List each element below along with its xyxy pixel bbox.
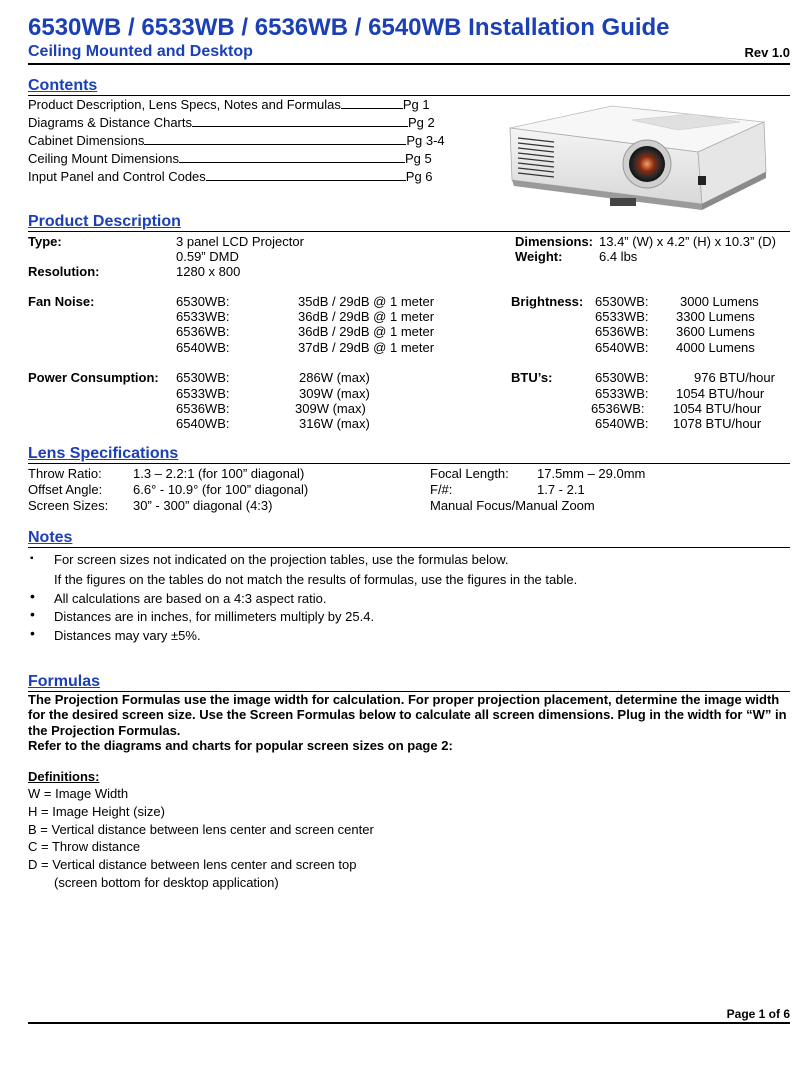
definition-item: D = Vertical distance between lens center and screen top bbox=[28, 857, 357, 872]
toc-item[interactable] bbox=[28, 115, 435, 130]
formulas-heading: Formulas bbox=[28, 673, 101, 690]
fan-model: 6536WB: bbox=[176, 324, 230, 339]
type-value: 3 panel LCD Projector bbox=[176, 234, 304, 249]
footer-rule bbox=[28, 1022, 790, 1024]
manual-focus: Manual Focus/Manual Zoom bbox=[430, 498, 595, 513]
power-model: 6533WB: bbox=[176, 386, 230, 401]
fan-value: 35dB / 29dB @ 1 meter bbox=[298, 294, 435, 309]
btu-value: 1054 BTU/hour bbox=[676, 386, 765, 401]
notes-rule bbox=[28, 547, 790, 548]
notes-heading: Notes bbox=[28, 529, 73, 546]
btu-value: 1078 BTU/hour bbox=[673, 416, 762, 431]
power-value: 309W (max) bbox=[295, 401, 366, 416]
offset-value: 6.6° - 10.9° (for 100” diagonal) bbox=[133, 482, 309, 497]
btu-model: 6536WB: bbox=[591, 401, 645, 416]
note-item: For screen sizes not indicated on the projection tables, use the formulas below. bbox=[54, 552, 509, 567]
btu-value: 976 BTU/hour bbox=[694, 370, 775, 385]
toc-label: Ceiling Mount Dimensions bbox=[28, 151, 180, 166]
note-item: Distances may vary ±5%. bbox=[54, 628, 201, 643]
page-subtitle: Ceiling Mounted and Desktop bbox=[28, 43, 253, 60]
page-title: 6530WB / 6533WB / 6536WB / 6540WB Installation Guide bbox=[28, 14, 670, 41]
fan-model: 6533WB: bbox=[176, 309, 230, 324]
focal-label: Focal Length: bbox=[430, 466, 509, 481]
formulas-para: the Projection Formulas. bbox=[28, 723, 181, 738]
power-label: Power Consumption: bbox=[28, 370, 159, 385]
fan-model: 6530WB: bbox=[176, 294, 230, 309]
focal-value: 17.5mm – 29.0mm bbox=[537, 466, 646, 481]
lens-rule bbox=[28, 463, 790, 464]
btu-value: 1054 BTU/hour bbox=[673, 401, 762, 416]
contents-heading: Contents bbox=[28, 77, 98, 94]
revision-label: Rev 1.0 bbox=[744, 45, 790, 60]
formulas-para: for the desired screen size. Use the Screen Formulas below to calculate all screen dimensions. Plug in the width for “W” in bbox=[28, 707, 787, 722]
toc-item[interactable] bbox=[28, 151, 432, 166]
toc-leader bbox=[144, 133, 406, 145]
screen-value: 30” - 300” diagonal (4:3) bbox=[133, 498, 273, 513]
projector-image bbox=[492, 100, 770, 216]
type-label: Type: bbox=[28, 234, 62, 249]
lens-heading: Lens Specifications bbox=[28, 445, 179, 462]
definition-item: B = Vertical distance between lens center and screen center bbox=[28, 822, 374, 837]
product-rule bbox=[28, 231, 790, 232]
btu-model: 6540WB: bbox=[595, 416, 649, 431]
fan-value: 37dB / 29dB @ 1 meter bbox=[298, 340, 435, 355]
toc-item[interactable] bbox=[28, 133, 445, 148]
note-item: All calculations are based on a 4:3 aspect ratio. bbox=[54, 591, 327, 606]
bullet-dot: • bbox=[30, 606, 35, 622]
brightness-model: 6530WB: bbox=[595, 294, 649, 309]
power-value: 316W (max) bbox=[299, 416, 370, 431]
formulas-para: Refer to the diagrams and charts for popular screen sizes on page 2: bbox=[28, 738, 453, 753]
throw-label: Throw Ratio: bbox=[28, 466, 102, 481]
toc-label: Input Panel and Control Codes bbox=[28, 169, 206, 184]
f-label: F/#: bbox=[430, 482, 453, 497]
definitions-heading: Definitions: bbox=[28, 769, 100, 784]
toc-page: Pg 5 bbox=[405, 151, 432, 166]
toc-leader bbox=[206, 169, 406, 181]
brightness-value: 3000 Lumens bbox=[680, 294, 759, 309]
formulas-para: The Projection Formulas use the image width for calculation. For proper projection placement, determine the image width bbox=[28, 692, 780, 707]
throw-value: 1.3 – 2.2:1 (for 100” diagonal) bbox=[133, 466, 305, 481]
screen-label: Screen Sizes: bbox=[28, 498, 109, 513]
brightness-value: 3300 Lumens bbox=[676, 309, 755, 324]
brightness-label: Brightness: bbox=[511, 294, 584, 309]
dimensions-label: Dimensions: bbox=[515, 234, 594, 249]
offset-label: Offset Angle: bbox=[28, 482, 103, 497]
definition-item: H = Image Height (size) bbox=[28, 804, 165, 819]
f-value: 1.7 - 2.1 bbox=[537, 482, 585, 497]
fan-value: 36dB / 29dB @ 1 meter bbox=[298, 324, 435, 339]
definition-item: C = Throw distance bbox=[28, 839, 141, 854]
toc-label: Diagrams & Distance Charts bbox=[28, 115, 192, 130]
toc-leader bbox=[341, 97, 403, 109]
dimensions-value: 13.4” (W) x 4.2” (H) x 10.3” (D) bbox=[599, 234, 776, 249]
brightness-value: 3600 Lumens bbox=[676, 324, 755, 339]
toc-leader bbox=[179, 151, 405, 163]
btu-label: BTU’s: bbox=[511, 370, 553, 385]
resolution-label: Resolution: bbox=[28, 264, 100, 279]
power-model: 6530WB: bbox=[176, 370, 230, 385]
toc-label: Product Description, Lens Specs, Notes and Formulas bbox=[28, 97, 341, 112]
toc-item[interactable] bbox=[28, 97, 430, 112]
weight-label: Weight: bbox=[515, 249, 563, 264]
brightness-model: 6536WB: bbox=[595, 324, 649, 339]
note-item: Distances are in inches, for millimeters multiply by 25.4. bbox=[54, 609, 375, 624]
toc-page: Pg 2 bbox=[408, 115, 435, 130]
toc-label: Cabinet Dimensions bbox=[28, 133, 145, 148]
bullet-dot: • bbox=[30, 588, 35, 604]
power-value: 309W (max) bbox=[299, 386, 370, 401]
power-value: 286W (max) bbox=[299, 370, 370, 385]
header-rule bbox=[28, 63, 790, 65]
bullet-dot: • bbox=[30, 625, 35, 641]
toc-page: Pg 1 bbox=[402, 97, 430, 112]
btu-model: 6530WB: bbox=[595, 370, 649, 385]
toc-item[interactable] bbox=[28, 169, 433, 184]
power-model: 6540WB: bbox=[176, 416, 230, 431]
resolution-value: 1280 x 800 bbox=[176, 264, 241, 279]
bullet-square: ▪ bbox=[30, 553, 34, 564]
product-heading: Product Description bbox=[28, 213, 181, 230]
toc-page: Pg 3-4 bbox=[406, 133, 445, 148]
definition-item: W = Image Width bbox=[28, 786, 129, 801]
fan-model: 6540WB: bbox=[176, 340, 230, 355]
brightness-value: 4000 Lumens bbox=[676, 340, 755, 355]
btu-model: 6533WB: bbox=[595, 386, 649, 401]
note-item: If the figures on the tables do not match the results of formulas, use the figures in the table. bbox=[54, 572, 578, 587]
toc-page: Pg 6 bbox=[405, 169, 433, 184]
type-value-2: 0.59” DMD bbox=[176, 249, 239, 264]
power-model: 6536WB: bbox=[176, 401, 230, 416]
brightness-model: 6533WB: bbox=[595, 309, 649, 324]
fan-value: 36dB / 29dB @ 1 meter bbox=[298, 309, 435, 324]
weight-value: 6.4 lbs bbox=[599, 249, 638, 264]
brightness-model: 6540WB: bbox=[595, 340, 649, 355]
toc-leader bbox=[192, 115, 408, 127]
page-number: Page 1 of 6 bbox=[726, 1007, 790, 1021]
fan-label: Fan Noise: bbox=[28, 294, 95, 309]
contents-rule bbox=[28, 95, 790, 96]
definition-item: (screen bottom for desktop application) bbox=[54, 875, 279, 890]
